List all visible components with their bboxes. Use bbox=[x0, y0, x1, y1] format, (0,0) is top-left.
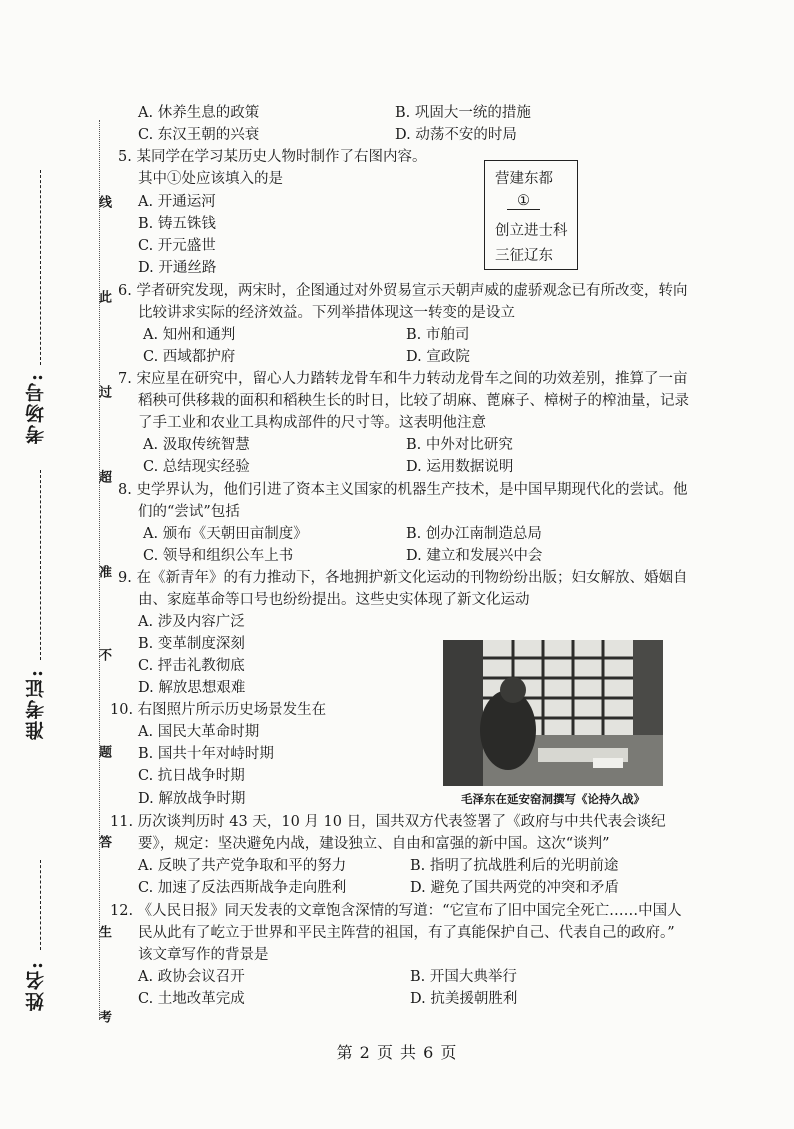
seal-char: 生 bbox=[96, 925, 111, 938]
question-stem: 要》，规定：坚决避免内战，建设独立、自由和富强的新中国。这次“谈判” bbox=[138, 836, 610, 852]
id-blank-line bbox=[40, 470, 41, 660]
question-stem: 民从此有了屹立于世界和平民主阵营的祖国，有了真能保护自己、代表自己的政府。” bbox=[138, 925, 675, 941]
option: C. 抗日战争时期 bbox=[138, 768, 245, 784]
box-line: 创立进士科 bbox=[495, 223, 568, 239]
option: D. 宣政院 bbox=[406, 349, 470, 365]
question-stem: 7. 宋应星在研究中，留心人力踏转龙骨车和牛力转动龙骨车之间的功效差别，推算了一亩 bbox=[118, 371, 688, 387]
option: B. 指明了抗战胜利后的光明前途 bbox=[410, 858, 619, 874]
option: C. 西域都护府 bbox=[143, 349, 236, 365]
id-label: 准考证: bbox=[25, 668, 47, 741]
question-stem: 该文章写作的背景是 bbox=[138, 947, 269, 963]
option: C. 总结现实经验 bbox=[143, 459, 250, 475]
option: C. 东汉王朝的兴衰 bbox=[138, 127, 260, 143]
option: B. 国共十年对峙时期 bbox=[138, 746, 274, 762]
photo-image bbox=[443, 640, 663, 786]
option: D. 抗美援朝胜利 bbox=[410, 991, 518, 1007]
option: D. 解放战争时期 bbox=[138, 791, 246, 807]
question-stem: 了手工业和农业工具构成部件的尺寸等。这表明他注意 bbox=[138, 415, 486, 431]
option: C. 抨击礼教彻底 bbox=[138, 658, 245, 674]
question-stem: 们的“尝试”包括 bbox=[138, 504, 240, 520]
seal-char: 过 bbox=[96, 385, 111, 398]
option: A. 汲取传统智慧 bbox=[143, 437, 250, 453]
seal-char: 考 bbox=[96, 1010, 111, 1023]
seal-char: 超 bbox=[96, 470, 111, 483]
seal-char: 准 bbox=[96, 565, 111, 578]
seal-char: 线 bbox=[96, 195, 111, 208]
question-stem: 其中①处应该填入的是 bbox=[138, 171, 283, 187]
question-stem: 6. 学者研究发现，两宋时，企图通过对外贸易宣示天朝声威的虚骄观念已有所改变，转向 bbox=[118, 283, 688, 299]
question-stem: 8. 史学界认为，他们引进了资本主义国家的机器生产技术，是中国早期现代化的尝试。他 bbox=[118, 482, 688, 498]
seal-char: 不 bbox=[96, 648, 111, 661]
option: A. 反映了共产党争取和平的努力 bbox=[138, 858, 347, 874]
option: B. 巩固大一统的措施 bbox=[395, 105, 531, 121]
question-stem: 10. 右图照片所示历史场景发生在 bbox=[110, 702, 327, 718]
question-stem: 5. 某同学在学习某历史人物时制作了右图内容。 bbox=[118, 149, 427, 165]
name-blank-line bbox=[40, 860, 41, 950]
page-footer: 第 2 页 共 6 页 bbox=[336, 1043, 458, 1062]
room-label: 考场号: bbox=[25, 372, 47, 445]
option: D. 开通丝路 bbox=[138, 260, 217, 276]
question-stem: 9. 在《新青年》的有力推动下，各地拥护新文化运动的刊物纷纷出版；妇女解放、婚姻自 bbox=[118, 570, 688, 586]
option: B. 开国大典举行 bbox=[410, 969, 517, 985]
historical-photo bbox=[443, 640, 663, 786]
option: D. 建立和发展兴中会 bbox=[406, 548, 543, 564]
option: C. 开元盛世 bbox=[138, 238, 216, 254]
option: B. 中外对比研究 bbox=[406, 437, 513, 453]
option: A. 国民大革命时期 bbox=[138, 724, 260, 740]
figure-box bbox=[484, 160, 578, 270]
name-label: 姓名: bbox=[25, 960, 47, 1012]
option: A. 开通运河 bbox=[138, 194, 216, 210]
seal-char: 题 bbox=[96, 745, 111, 758]
option: C. 领导和组织公车上书 bbox=[143, 548, 294, 564]
option: A. 政协会议召开 bbox=[138, 969, 245, 985]
question-stem: 比较讲求实际的经济效益。下列举措体现这一转变的是设立 bbox=[138, 305, 515, 321]
option: A. 涉及内容广泛 bbox=[138, 614, 245, 630]
option: B. 变革制度深刻 bbox=[138, 636, 245, 652]
option: A. 知州和通判 bbox=[143, 327, 236, 343]
box-line: 营建东都 bbox=[495, 171, 553, 187]
option: B. 创办江南制造总局 bbox=[406, 526, 542, 542]
option: D. 运用数据说明 bbox=[406, 459, 514, 475]
option: B. 铸五铢钱 bbox=[138, 216, 216, 232]
option: C. 加速了反法西斯战争走向胜利 bbox=[138, 880, 347, 896]
seal-char: 此 bbox=[96, 290, 111, 303]
option: B. 市舶司 bbox=[406, 327, 470, 343]
box-blank: ① bbox=[507, 193, 540, 210]
option: C. 土地改革完成 bbox=[138, 991, 245, 1007]
box-line: 三征辽东 bbox=[495, 248, 553, 264]
option: D. 避免了国共两党的冲突和矛盾 bbox=[410, 880, 619, 896]
seal-char: 答 bbox=[96, 835, 111, 848]
photo-caption: 毛泽东在延安窑洞撰写《论持久战》 bbox=[461, 792, 645, 806]
question-stem: 稻秧可供移栽的面积和稻秧生长的时日，比较了胡麻、蓖麻子、樟树子的榨油量，记录 bbox=[138, 393, 689, 409]
room-blank-line bbox=[40, 170, 41, 365]
question-stem: 12. 《人民日报》同天发表的文章饱含深情的写道：“它宣布了旧中国完全死亡……中国人 bbox=[110, 903, 682, 919]
option: A. 休养生息的政策 bbox=[138, 105, 260, 121]
option: D. 动荡不安的时局 bbox=[395, 127, 517, 143]
option: A. 颁布《天朝田亩制度》 bbox=[143, 526, 308, 542]
question-stem: 11. 历次谈判历时 43 天，10 月 10 日，国共双方代表签署了《政府与中共代表会谈纪 bbox=[110, 814, 666, 830]
option: D. 解放思想艰难 bbox=[138, 680, 246, 696]
question-stem: 由、家庭革命等口号也纷纷提出。这些史实体现了新文化运动 bbox=[138, 592, 530, 608]
